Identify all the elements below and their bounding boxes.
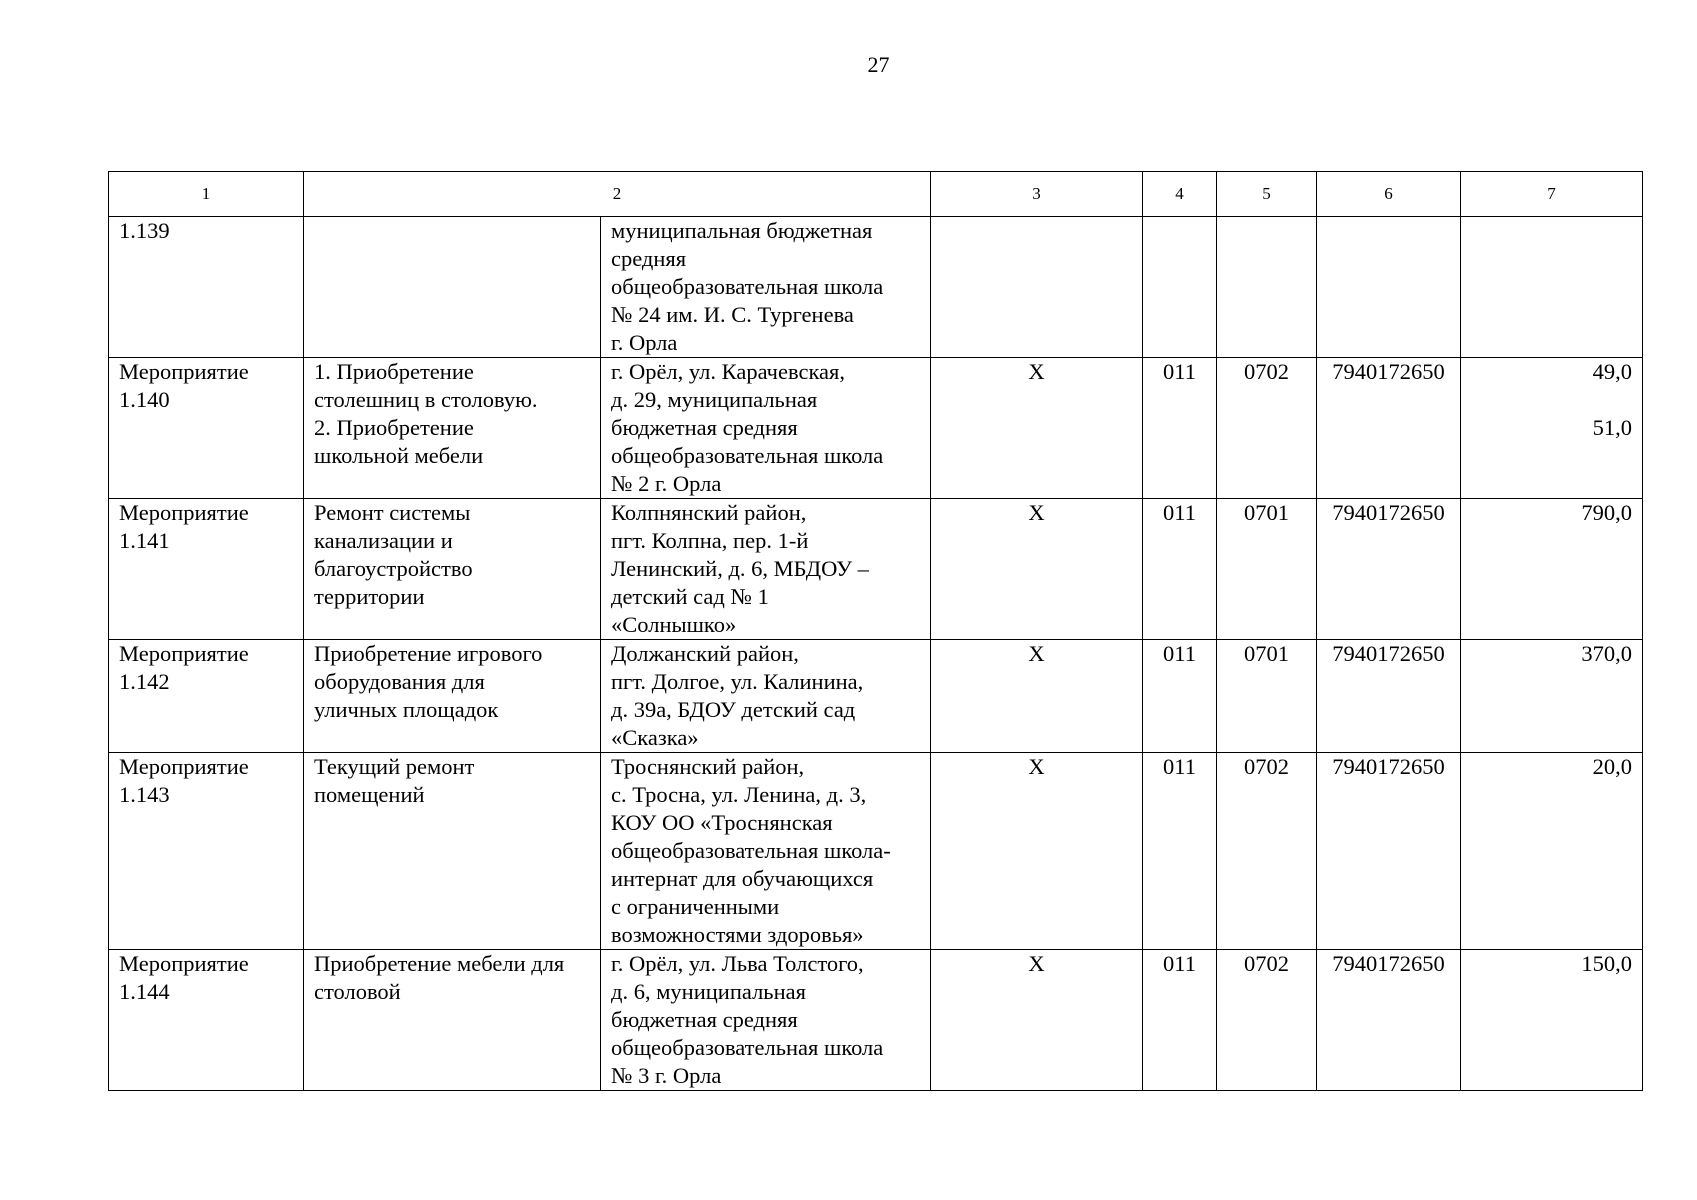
measure-name-cell-line: оборудования для (314, 669, 485, 694)
col6-cell: 7940172650 (1317, 358, 1461, 499)
amount-cell (1461, 358, 1643, 499)
header-cell-3: 3 (931, 172, 1143, 217)
measure-name-cell-line: Приобретение мебели для (314, 951, 565, 976)
amount-cell-line: 51,0 (1592, 415, 1632, 440)
table-row (109, 950, 1643, 1091)
measure-address-cell-line: возможностями здоровья» (611, 922, 864, 947)
col6-cell: 7940172650 (1317, 640, 1461, 753)
measure-id-cell (109, 640, 304, 753)
measure-id-cell-line: Мероприятие (119, 951, 249, 976)
measure-id-cell-line: 1.142 (119, 669, 170, 694)
table-row (109, 753, 1643, 950)
measure-name-cell-line: школьной мебели (314, 443, 484, 468)
measure-address-cell-line: с. Тросна, ул. Ленина, д. 3, (611, 782, 867, 807)
measure-name-cell-line: уличных площадок (314, 697, 499, 722)
measure-address-cell-line: бюджетная средняя (611, 1007, 798, 1032)
amount-cell-line: 370,0 (1581, 641, 1632, 666)
line-gap (1471, 386, 1632, 414)
measure-address-cell (601, 640, 931, 753)
measure-address-cell-line: № 2 г. Орла (611, 471, 722, 496)
table-row (109, 358, 1643, 499)
measure-name-cell (304, 499, 601, 640)
measure-address-cell-line: интернат для обучающихся (611, 866, 874, 891)
measures-table (108, 171, 1643, 1091)
measure-id-cell-line: 1.144 (119, 979, 170, 1004)
measure-address-cell-line: общеобразовательная школа (611, 443, 884, 468)
measure-address-cell-line: общеобразовательная школа (611, 274, 884, 299)
col4-cell: 011 (1143, 640, 1217, 753)
measure-id-cell-line: Мероприятие (119, 500, 249, 525)
col3-cell: Х (931, 640, 1143, 753)
measure-address-cell-line: с ограниченными (611, 894, 780, 919)
measure-address-cell-line: Должанский район, (611, 641, 799, 666)
measure-name-cell-line: столовой (314, 979, 401, 1004)
col4-cell: 011 (1143, 499, 1217, 640)
measure-name-cell-line: Ремонт системы (314, 500, 471, 525)
col4-cell (1143, 217, 1217, 358)
measure-address-cell-line: Колпнянский район, (611, 500, 807, 525)
measure-name-cell-line: территории (314, 584, 425, 609)
measure-name-cell-line: Приобретение игрового (314, 641, 543, 666)
measure-name-cell (304, 358, 601, 499)
col4-cell: 011 (1143, 358, 1217, 499)
measure-address-cell (601, 499, 931, 640)
measure-id-cell-line: Мероприятие (119, 754, 249, 779)
table-row (109, 499, 1643, 640)
col4-cell: 011 (1143, 950, 1217, 1091)
amount-cell (1461, 753, 1643, 950)
measure-id-cell-line: 1.140 (119, 387, 170, 412)
measure-id-cell (109, 499, 304, 640)
measure-name-cell-line: Текущий ремонт (314, 754, 475, 779)
col6-cell (1317, 217, 1461, 358)
measure-id-cell-line: 1.143 (119, 782, 170, 807)
col3-cell: Х (931, 950, 1143, 1091)
measure-id-cell-line: Мероприятие (119, 359, 249, 384)
measure-address-cell-line: муниципальная бюджетная (611, 218, 873, 243)
col5-cell: 0701 (1217, 640, 1317, 753)
measure-address-cell-line: № 3 г. Орла (611, 1063, 722, 1088)
measure-name-cell-line: 1. Приобретение (314, 359, 474, 384)
amount-cell-line: 20,0 (1592, 754, 1632, 779)
measure-address-cell-line: д. 39а, БДОУ детский сад (611, 697, 856, 722)
amount-cell (1461, 499, 1643, 640)
page-number: 27 (867, 52, 890, 77)
table-row (109, 217, 1643, 358)
measure-address-cell-line: Троснянский район, (611, 754, 805, 779)
measure-address-cell-line: д. 29, муниципальная (611, 387, 818, 412)
col3-cell: Х (931, 753, 1143, 950)
col5-cell (1217, 217, 1317, 358)
col3-cell (931, 217, 1143, 358)
amount-cell (1461, 950, 1643, 1091)
col5-cell: 0702 (1217, 753, 1317, 950)
col6-cell: 7940172650 (1317, 950, 1461, 1091)
measure-name-cell (304, 640, 601, 753)
measure-address-cell-line: «Сказка» (611, 725, 699, 750)
col5-cell: 0701 (1217, 499, 1317, 640)
measure-id-cell-line: Мероприятие (119, 641, 249, 666)
measure-address-cell-line: г. Орёл, ул. Карачевская, (611, 359, 846, 384)
measure-address-cell-line: д. 6, муниципальная (611, 979, 806, 1004)
header-cell-4: 4 (1143, 172, 1217, 217)
header-cell-1: 1 (109, 172, 304, 217)
table-row (109, 640, 1643, 753)
measure-name-cell (304, 753, 601, 950)
measure-name-cell (304, 950, 601, 1091)
measure-address-cell-line: пгт. Долгое, ул. Калинина, (611, 669, 864, 694)
measure-id-cell-line: 1.141 (119, 528, 170, 553)
measure-address-cell-line: КОУ ОО «Троснянская (611, 810, 833, 835)
amount-cell (1461, 217, 1643, 358)
measure-address-cell-line: пгт. Колпна, пер. 1-й (611, 528, 809, 553)
measure-address-cell (601, 753, 931, 950)
header-cell-7: 7 (1461, 172, 1643, 217)
measure-id-cell-line: 1.139 (119, 218, 170, 243)
measure-address-cell (601, 950, 931, 1091)
header-cell-6: 6 (1317, 172, 1461, 217)
measure-id-cell (109, 950, 304, 1091)
measure-address-cell-line: г. Орёл, ул. Льва Толстого, (611, 951, 864, 976)
measure-name-cell-line: 2. Приобретение (314, 415, 474, 440)
measure-address-cell-line: общеобразовательная школа- (611, 838, 891, 863)
measure-address-cell-line: № 24 им. И. С. Тургенева (611, 302, 854, 327)
col5-cell: 0702 (1217, 358, 1317, 499)
amount-cell-line: 790,0 (1581, 500, 1632, 525)
measure-address-cell (601, 217, 931, 358)
measure-name-cell-line: благоустройство (314, 556, 473, 581)
measure-address-cell-line: общеобразовательная школа (611, 1035, 884, 1060)
measure-address-cell-line: бюджетная средняя (611, 415, 798, 440)
col5-cell: 0702 (1217, 950, 1317, 1091)
measure-id-cell (109, 753, 304, 950)
col3-cell: Х (931, 499, 1143, 640)
measure-name-cell-line: помещений (314, 782, 425, 807)
amount-cell-line: 49,0 (1592, 359, 1632, 384)
col3-cell: Х (931, 358, 1143, 499)
amount-cell (1461, 640, 1643, 753)
amount-cell-line: 150,0 (1581, 951, 1632, 976)
col6-cell: 7940172650 (1317, 753, 1461, 950)
header-cell-5: 5 (1217, 172, 1317, 217)
measure-address-cell-line: Ленинский, д. 6, МБДОУ – (611, 556, 869, 581)
measure-address-cell-line: «Солнышко» (611, 612, 737, 637)
col6-cell: 7940172650 (1317, 499, 1461, 640)
measure-id-cell (109, 217, 304, 358)
col4-cell: 011 (1143, 753, 1217, 950)
header-cell-2: 2 (304, 172, 931, 217)
measure-address-cell-line: средняя (611, 246, 687, 271)
measure-address-cell (601, 358, 931, 499)
measure-id-cell (109, 358, 304, 499)
measure-address-cell-line: г. Орла (611, 330, 678, 355)
measure-address-cell-line: детский сад № 1 (611, 584, 769, 609)
measure-name-cell-line: канализации и (314, 528, 453, 553)
table-header-row (109, 172, 1643, 217)
measure-name-cell-line: столешниц в столовую. (314, 387, 538, 412)
measure-name-cell (304, 217, 601, 358)
